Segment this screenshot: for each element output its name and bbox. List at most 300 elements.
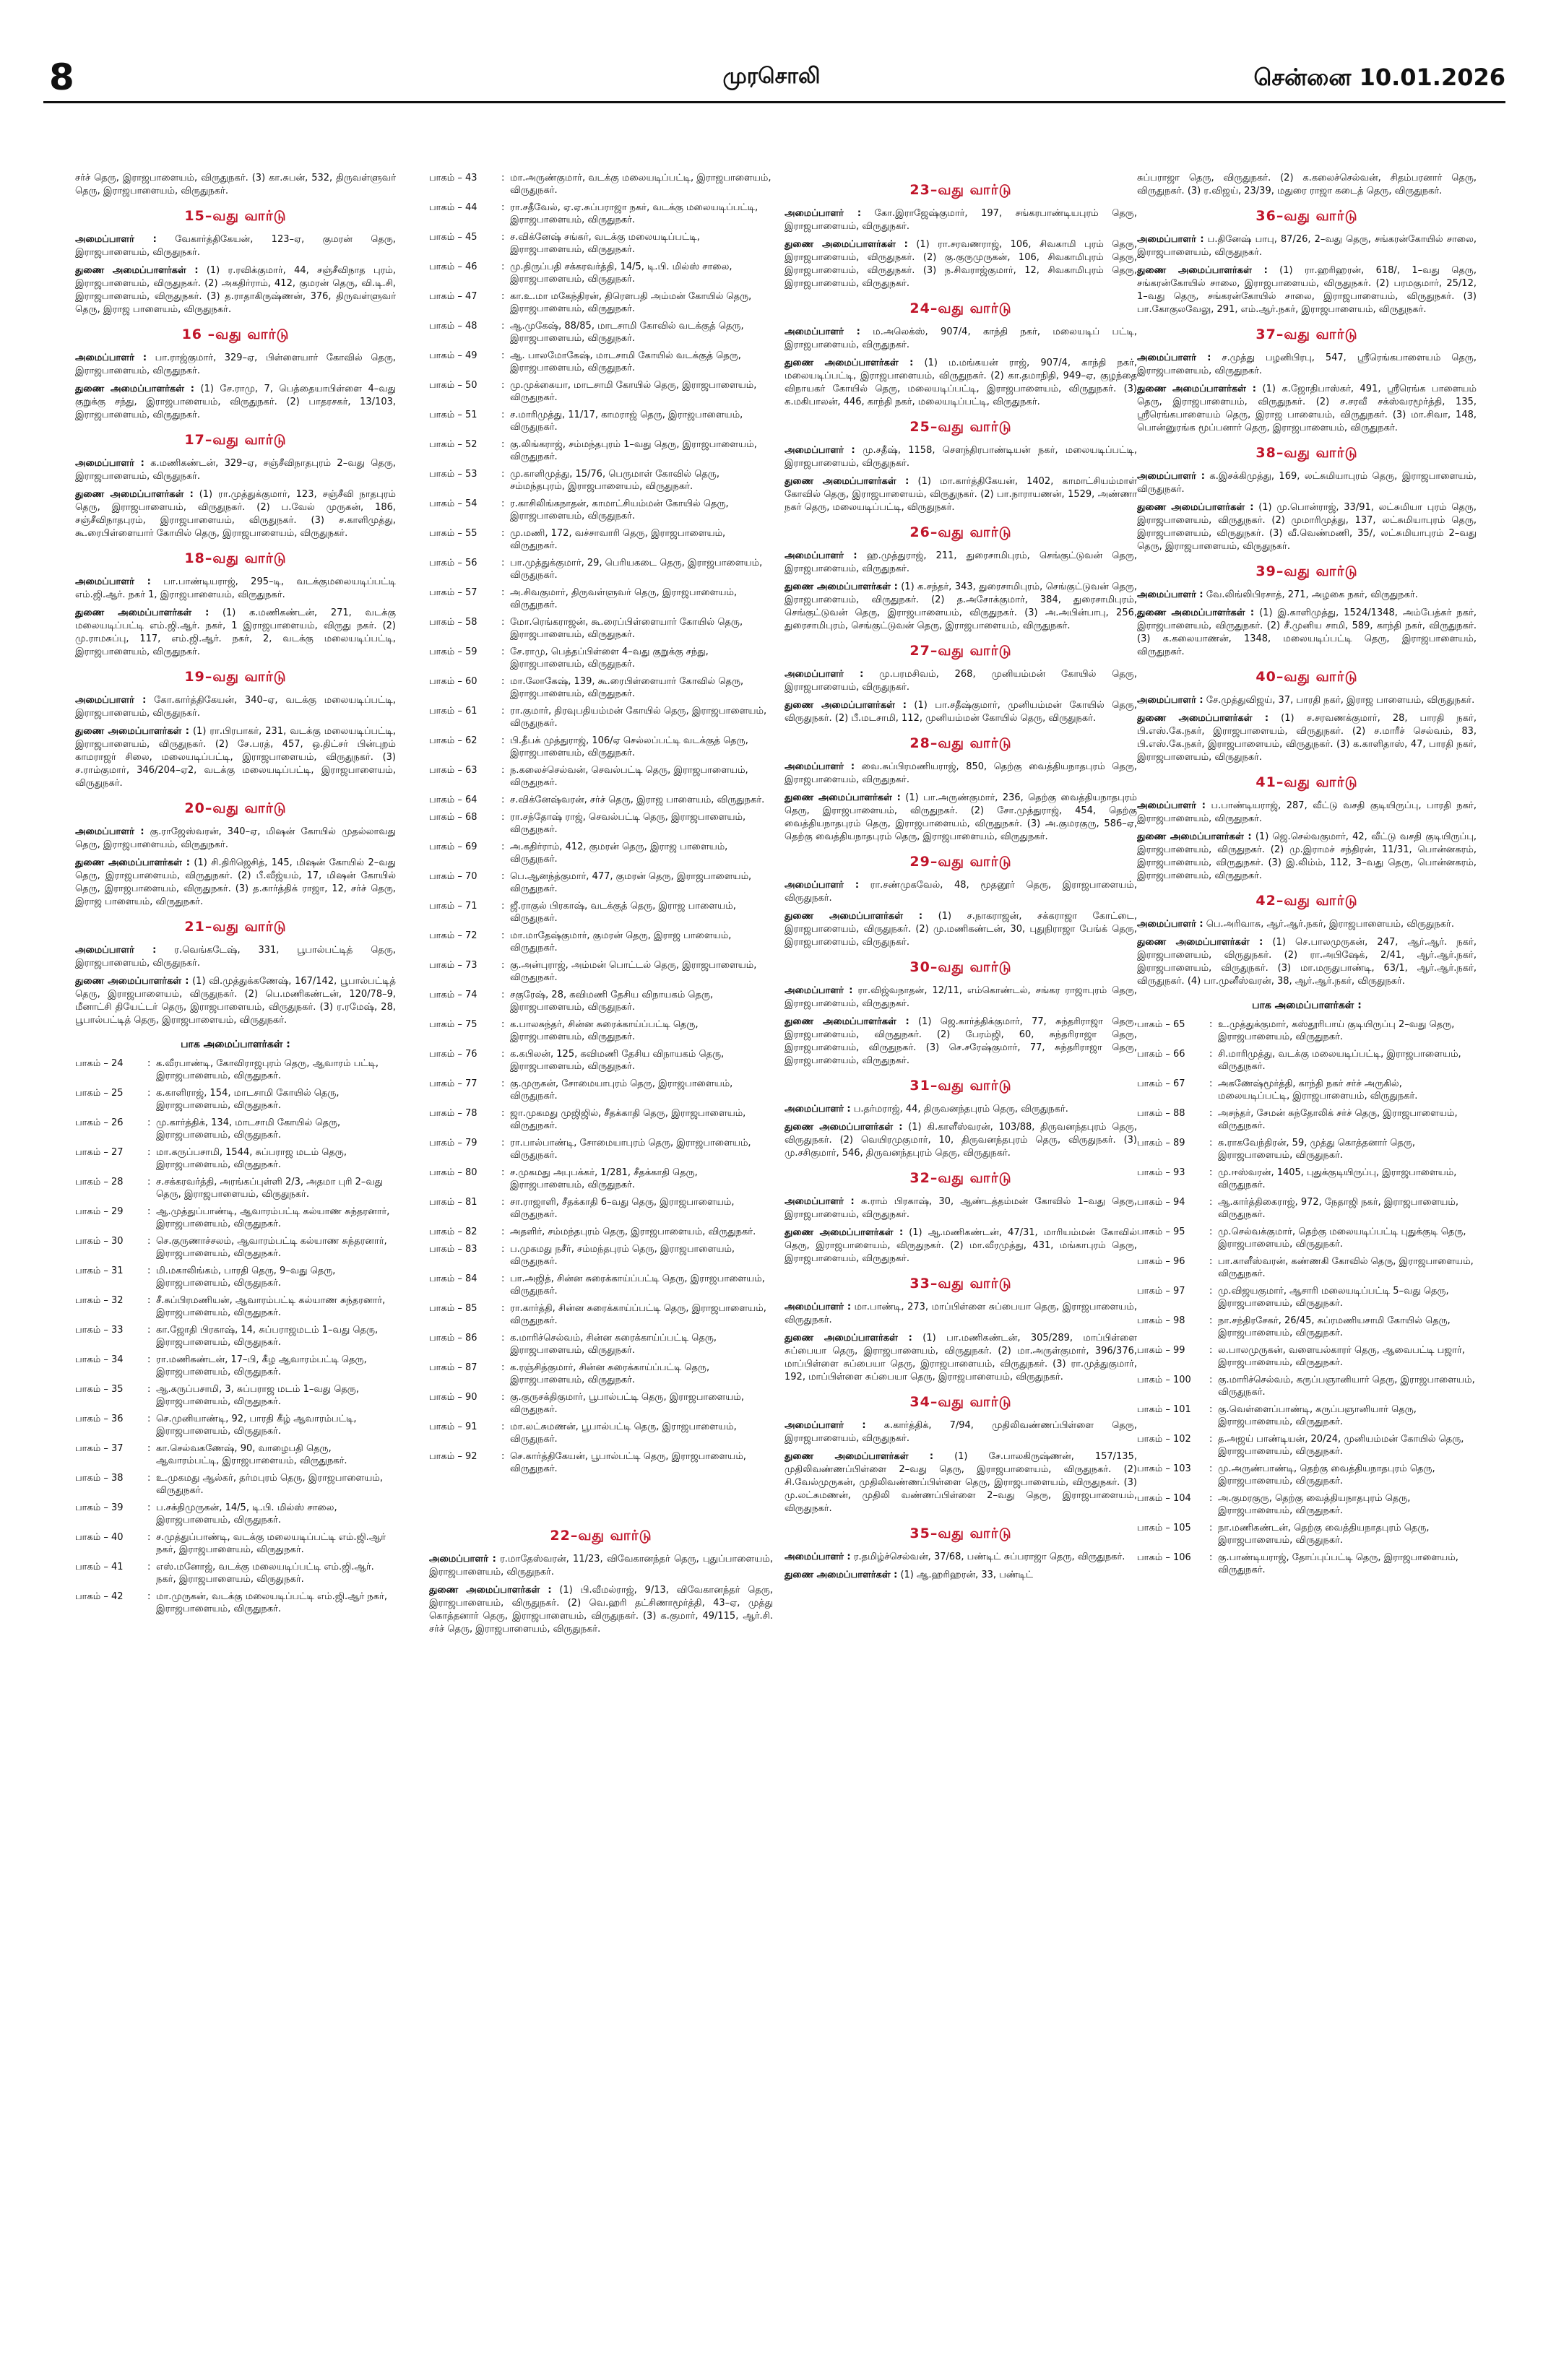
booth-colon: : bbox=[147, 1206, 151, 1217]
deputy-entry bbox=[75, 488, 396, 540]
deputy-label: துணை அமைப்பாளர்கள் : bbox=[785, 1451, 934, 1462]
booth-colon: : bbox=[147, 1265, 151, 1276]
organizer-entry bbox=[1137, 589, 1477, 602]
booth-entry: கு.வெள்ளைப்பாண்டி, கருப்பஞானியார் தெரு, இராஜபாளையம், விருதுநகர். bbox=[1218, 1404, 1417, 1427]
organizer-text: ம.அலெக்ஸ், 907/4, காந்தி நகர், மலையடிப் பட்டி, இராஜபாளையம், விருதுநகர். bbox=[785, 326, 1137, 350]
booth-entry: மு.கார்த்திக், 134, மாடசாமி கோயில் தெரு, இராஜபாளையம், விருதுநகர். bbox=[156, 1117, 341, 1141]
booth-entry: மு.விஜயகுமார், ஆசாரி மலையடிப்பட்டி 5–வது தெரு, இராஜபாளையம், விருதுநகர். bbox=[1218, 1286, 1449, 1309]
booth-entry: பா.முத்துக்குமார், 29, பெரியகடை தெரு, இராஜபாளையம், விருதுநகர். bbox=[510, 558, 763, 581]
booth-entry: சகுரேஷ், 28, கவிமணி தேசிய விநாயகம் தெரு, இராஜபாளையம், விருதுநகர். bbox=[510, 990, 714, 1013]
booth-colon: : bbox=[1209, 1108, 1213, 1119]
booth-entry: கு.குருசக்திகுமார், பூபால்பட்டி தெரு, இராஜபாளையம், விருதுநகர். bbox=[510, 1392, 744, 1415]
booth-number: பாகம் – 97 bbox=[1137, 1286, 1185, 1297]
booth-colon: : bbox=[501, 735, 505, 746]
booth-colon: : bbox=[501, 469, 505, 480]
booth-colon: : bbox=[1209, 1552, 1213, 1563]
deputy-entry bbox=[1137, 264, 1477, 316]
booth-colon: : bbox=[147, 1147, 151, 1158]
booth-colon: : bbox=[1209, 1434, 1213, 1445]
booth-entry: பா.அஜித், சின்ன சுரைக்காய்ப்பட்டி தெரு, இராஜபாளையம், விருதுநகர். bbox=[510, 1273, 765, 1297]
booth-entry: கு.முருகன், சோமையாபுரம் தெரு, இராஜபாளையம், விருதுநகர். bbox=[510, 1078, 733, 1102]
deputy-label: துணை அமைப்பாளர்கள் : bbox=[785, 1333, 912, 1343]
deputy-entry bbox=[1137, 501, 1477, 553]
booth-colon: : bbox=[501, 1392, 505, 1403]
booth-row bbox=[429, 1273, 773, 1297]
booth-row bbox=[429, 959, 773, 984]
organizer-text: சே.முத்துவிஜய், 37, பாரதி நகர், இராஜ பாளையம், விருதுநகர். bbox=[1206, 695, 1475, 706]
deputy-entry bbox=[75, 725, 396, 790]
column-2 bbox=[429, 172, 773, 2368]
ward-heading: 24–வது வார்டு bbox=[909, 300, 1012, 316]
booth-number: பாகம் – 73 bbox=[429, 960, 477, 971]
deputy-text: (1) க.சந்தர், 343, துரைசாமிபுரம், செங்குட்டுவன் தெரு, இராஜபாளையம், விருதுநகர். (2) த.அசோக்குமார், 384, துரைசாமிபுரம், செங்குட்டுவன் தெரு, இராஜபாளையம், விருதுநகர். (3) அ.அபின்பாபு, 256, துரைசாமிபுரம், செங்குட்டுவன் தெரு, இராஜபாளையம், விருதுநகர். bbox=[785, 581, 1137, 631]
booth-colon: : bbox=[501, 960, 505, 971]
booth-colon: : bbox=[501, 1273, 505, 1284]
deputy-text: (1) சி.திரிஜெசித், 145, மிஷன் கோயில் 2–வது தெரு, இராஜபாளையம், விருதுநகர். (2) பீ.வீஜ்யம், 17, மிஷன் கோயில் தெரு, இராஜபாளையம், விருதுநகர். (3) த.கார்த்திக் ராஜா, 12, சர்ச் தெரு, இராஜ பாளையம், விருதுநகர். bbox=[75, 857, 396, 907]
booth-entry: ரா.குமார், திரவுபதியம்மன் கோயில் தெரு, இராஜபாளையம், விருதுநகர். bbox=[510, 706, 767, 729]
booth-number: பாகம் – 76 bbox=[429, 1049, 477, 1060]
booth-heading: பாக அமைப்பாளர்கள் : bbox=[181, 1039, 290, 1050]
organizer-text: க.இசக்கிமுத்து, 169, லட்சுமியாபுரம் தெரு, இராஜபாளையம், விருதுநகர். bbox=[1137, 471, 1477, 495]
organizer-label: அமைப்பாளர் : bbox=[1137, 471, 1205, 482]
booth-row bbox=[1137, 1492, 1477, 1517]
booth-entry: மா.அருண்குமார், வடக்கு மலையடிப்பட்டி, இராஜபாளையம், விருதுநகர். bbox=[510, 173, 772, 196]
booth-number: பாகம் – 98 bbox=[1137, 1315, 1185, 1326]
deputy-label: துணை அமைப்பாளர்கள் : bbox=[785, 1122, 903, 1133]
deputy-text: (1) க.மணிகண்டன், 271, வடக்கு மலையடிப்பட்டி எம்.ஜி.ஆர். நகர், 1 இராஜபாளையம், விருது நகர். (2) மு.ராமசுப்பு, 117, எம்.ஜி.ஆர். நகர், 2, வடக்கு மலையடிப்பட்டி, இராஜபாளையம், விருதுநகர். bbox=[75, 607, 396, 657]
booth-number: பாகம் – 37 bbox=[75, 1443, 124, 1454]
organizer-entry bbox=[785, 550, 1137, 576]
continued-text: சர்ச் தெரு, இராஜபாளையம், விருதுநகர். (3) கா.சுபன், 532, திருவள்ளுவர் தெரு, இராஜபாளையம், விருதுநகர். bbox=[75, 173, 396, 196]
booth-entry: மு.முக்கையா, மாடசாமி கோயில் தெரு, இராஜபாளையம், விருதுநகர். bbox=[510, 380, 757, 403]
organizer-label: அமைப்பாளர் : bbox=[785, 669, 864, 680]
booth-row bbox=[429, 870, 773, 895]
booth-colon: : bbox=[147, 1058, 151, 1069]
booth-entry: க.வீரபாண்டி, கோவிராஜபுரம் தெரு, ஆவாரம் பட்டி, இராஜபாளையம், விருதுநகர். bbox=[156, 1058, 379, 1081]
deputy-label: துணை அமைப்பாளர்கள் : bbox=[785, 476, 909, 487]
booth-number: பாகம் – 105 bbox=[1137, 1523, 1191, 1533]
booth-colon: : bbox=[501, 930, 505, 941]
booth-row bbox=[75, 1265, 396, 1289]
booth-row bbox=[429, 1243, 773, 1268]
booth-row bbox=[429, 350, 773, 374]
deputy-entry bbox=[785, 475, 1137, 514]
booth-number: பாகம் – 32 bbox=[75, 1295, 124, 1306]
deputy-label: துணை அமைப்பாளர்கள் : bbox=[785, 358, 914, 368]
booth-row bbox=[75, 1294, 396, 1319]
booth-colon: : bbox=[501, 321, 505, 332]
booth-colon: : bbox=[147, 1473, 151, 1484]
deputy-label: துணை அமைப்பாளர்கள் : bbox=[785, 1570, 898, 1580]
booth-number: பாகம் – 33 bbox=[75, 1325, 124, 1336]
booth-row bbox=[429, 1048, 773, 1073]
booth-entry: நா.மணிகண்டன், தெற்கு வைத்தியநாதபுரம் தெரு, இராஜபாளையம், விருதுநகர். bbox=[1218, 1523, 1430, 1546]
deputy-label: துணை அமைப்பாளர்கள் : bbox=[785, 239, 908, 250]
booth-row bbox=[429, 1421, 773, 1445]
deputy-entry bbox=[75, 264, 396, 316]
booth-colon: : bbox=[501, 558, 505, 568]
organizer-label: அமைப்பாளர் : bbox=[1137, 234, 1204, 245]
booth-entry: சே.ராமு, பெத்தப்பிள்ளை 4–வது குறுக்கு சந்து, இராஜபாளையம், விருதுநகர். bbox=[510, 646, 709, 670]
booth-colon: : bbox=[501, 202, 505, 213]
booth-colon: : bbox=[147, 1088, 151, 1099]
booth-entry: மு.திருப்பதி சக்கரவர்த்தி, 14/5, டி.பி. மில்ஸ் சாலை, இராஜபாளையம், விருதுநகர். bbox=[510, 261, 732, 285]
booth-entry: கு.லிங்கராஜ், சம்மந்தபுரம் 1–வது தெரு, இராஜபாளையம், விருதுநகர். bbox=[510, 439, 757, 462]
booth-number: பாகம் – 83 bbox=[429, 1244, 477, 1255]
organizer-label: அமைப்பாளர் : bbox=[1137, 352, 1211, 363]
organizer-text: சு.ராம் பிரகாஷ், 30, ஆண்டத்தம்மன் கோவில் 1–வது தெரு, இராஜபாளையம், விருதுநகர். bbox=[785, 1196, 1137, 1220]
booth-entry: செ.முனியாண்டி, 92, பாரதி கீழ் ஆவாரம்பட்டி, இராஜபாளையம், விருதுநகர். bbox=[156, 1414, 357, 1437]
booth-entry: பெ.ஆனந்த்குமார், 477, குமரன் தெரு, இராஜபாளையம், விருதுநகர். bbox=[510, 871, 752, 894]
booth-entry: ல.பாலமுருகன், வளையல்காரர் தெரு, ஆவைபட்டி பஜார், இராஜபாளையம், விருதுநகர். bbox=[1218, 1345, 1465, 1368]
deputy-text: (1) ஆ.ஹரிஹரன், 33, பண்டிட் bbox=[900, 1570, 1034, 1580]
booth-row bbox=[1137, 1226, 1477, 1250]
deputy-text: (1) கி.காளீஸ்வரன், 103/88, திருவனந்தபுரம் தெரு, விருதுநகர். (2) வெயிரமுகுமார், 10, திருவனந்தபுரம் தெரு, விருதுநகர். (3) மு.சசிகுமார், 546, திருவனந்தபுரம் தெரு, விருதுநகர். bbox=[785, 1122, 1137, 1159]
booth-number: பாகம் – 85 bbox=[429, 1303, 477, 1314]
booth-colon: : bbox=[1209, 1226, 1213, 1237]
booth-row bbox=[1137, 1374, 1477, 1398]
organizer-entry bbox=[75, 457, 396, 483]
booth-number: பாகம் – 69 bbox=[429, 841, 477, 852]
booth-entry: ஜா.முகமது முஜிஜில், சீதக்காதி தெரு, இராஜபாளையம், விருதுநகர். bbox=[510, 1108, 746, 1131]
deputy-label: துணை அமைப்பாளர்கள் : bbox=[75, 265, 199, 276]
booth-number: பாகம் – 27 bbox=[75, 1147, 124, 1158]
booth-row bbox=[429, 989, 773, 1013]
booth-colon: : bbox=[501, 646, 505, 657]
ward-heading: 29–வது வார்டு bbox=[909, 854, 1012, 870]
deputy-label: துணை அமைப்பாளர்கள் : bbox=[429, 1585, 552, 1596]
continued-text: சுப்பராஜா தெரு, விருதுநகர். (2) க.கலைச்செல்வன், சிதம்பரனார் தெரு, விருதுநகர். (3) ர.விஜய், 23/39, மதுரை ராஜா கடைத் தெரு, விருதுநகர். bbox=[1137, 173, 1477, 196]
booth-entry: மு.செல்வக்குமார், தெற்கு மலையடிப்பட்டி புதுக்குடி தெரு, இராஜபாளையம், விருதுநகர். bbox=[1218, 1226, 1466, 1250]
booth-entry: பி.தீபக் முத்துராஜ், 106/ஏ செல்லப்பட்டி வடக்குத் தெரு, இராஜபாளையம், விருதுநகர். bbox=[510, 735, 748, 758]
booth-colon: : bbox=[147, 1443, 151, 1454]
booth-entry: ச.விக்னேஷ் சங்கர், வடக்கு மலையடிப்பட்டி, இராஜபாளையம், விருதுநகர். bbox=[510, 232, 700, 255]
booth-number: பாகம் – 100 bbox=[1137, 1375, 1191, 1385]
ward-heading: 42–வது வார்டு bbox=[1255, 893, 1358, 909]
deputy-label: துணை அமைப்பாளர்கள் : bbox=[1137, 937, 1263, 948]
booth-row bbox=[75, 1472, 396, 1497]
booth-row bbox=[75, 1206, 396, 1230]
booth-colon: : bbox=[501, 1226, 505, 1237]
booth-row bbox=[429, 409, 773, 433]
column-3 bbox=[785, 172, 1137, 2368]
booth-number: பாகம் – 60 bbox=[429, 676, 477, 687]
booth-number: பாகம் – 34 bbox=[75, 1354, 124, 1365]
booth-colon: : bbox=[501, 1019, 505, 1030]
page-number: 8 bbox=[49, 56, 74, 98]
booth-row bbox=[429, 1137, 773, 1161]
deputy-entry bbox=[1137, 712, 1477, 764]
organizer-entry bbox=[75, 233, 396, 259]
ward-heading: 21–வது வார்டு bbox=[184, 919, 287, 935]
booth-entry: ச.முகமது அபுபக்கர், 1/281, சீதக்காதி தெரு, இராஜபாளையம், விருதுநகர். bbox=[510, 1167, 698, 1190]
booth-entry: அ.சிவகுமார், திருவள்ளுவர் தெரு, இராஜபாளையம், விருதுநகர். bbox=[510, 587, 738, 610]
organizer-label: அமைப்பாளர் : bbox=[429, 1554, 496, 1565]
organizer-label: அமைப்பாளர் : bbox=[785, 326, 860, 337]
booth-entry: மா.மாதேஷ்குமார், குமரன் தெரு, இராஜ பாளையம், விருதுநகர். bbox=[510, 930, 732, 953]
booth-row bbox=[429, 675, 773, 700]
booth-row bbox=[429, 735, 773, 759]
booth-colon: : bbox=[1209, 1138, 1213, 1148]
booth-number: பாகம் – 61 bbox=[429, 706, 477, 717]
booth-row bbox=[429, 1107, 773, 1132]
booth-number: பாகம் – 106 bbox=[1137, 1552, 1191, 1563]
booth-number: பாகம் – 87 bbox=[429, 1362, 477, 1373]
organizer-text: க.மணிகண்டன், 329–ஏ, சஞ்சீவிநாதபுரம் 2–வது தெரு, இராஜபாளையம், விருதுநகர். bbox=[75, 458, 396, 482]
booth-entry: த.அஜய் பாண்டியன், 20/24, முனியம்மன் கோயில் தெரு, இராஜபாளையம், விருதுநகர். bbox=[1218, 1434, 1464, 1457]
organizer-entry bbox=[785, 326, 1137, 352]
organizer-text: வை.சுப்பிரமணியராஜ், 850, தெற்கு வைத்தியநாதபுரம் தெரு, இராஜபாளையம், விருதுநகர். bbox=[785, 761, 1137, 785]
booth-entry: மோ.ரெங்கராஜன், கூ.ரைப்பிள்ளையார் கோயில் தெரு, இராஜபாளையம், விருதுநகர். bbox=[510, 617, 743, 640]
ward-heading: 31–வது வார்டு bbox=[909, 1078, 1012, 1094]
booth-number: பாகம் – 31 bbox=[75, 1265, 124, 1276]
booth-row bbox=[429, 498, 773, 522]
deputy-text: (1) செ.பாலமுருகன், 247, ஆர்.ஆர். நகர், இராஜபாளையம், விருதுநகர். (2) ரா.அபிஷேக், 2/41, ஆர்.ஆர்.நகர், இராஜபாளையம், விருதுநகர். (3) மா.மருதுபாண்டி, 63/1, ஆர்.ஆர்.நகர், விருதுநகர். (4) பா.முனீஸ்வரன், 38, ஆர்.ஆர்.நகர், விருதுநகர். bbox=[1137, 937, 1477, 987]
organizer-text: ப.தர்மராஜ், 44, திருவனந்தபுரம் தெரு, விருதுநகர். bbox=[853, 1104, 1068, 1115]
organizer-label: அமைப்பாளர் : bbox=[785, 1196, 855, 1207]
booth-number: பாகம் – 71 bbox=[429, 901, 477, 912]
booth-entry: ப.முகமது நசீர், சம்மந்தபுரம் தெரு, இராஜபாளையம், விருதுநகர். bbox=[510, 1244, 735, 1267]
booth-colon: : bbox=[1209, 1286, 1213, 1297]
booth-row bbox=[75, 1117, 396, 1141]
booth-number: பாகம் – 39 bbox=[75, 1502, 124, 1513]
organizer-entry bbox=[785, 1103, 1137, 1116]
booth-number: பாகம் – 72 bbox=[429, 930, 477, 941]
deputy-label: துணை அமைப்பாளர்கள் : bbox=[1137, 607, 1255, 618]
booth-colon: : bbox=[1209, 1375, 1213, 1385]
booth-entry: மி.மகாலிங்கம், பாரதி தெரு, 9–வது தெரு, இராஜபாளையம், விருதுநகர். bbox=[156, 1265, 336, 1289]
booth-colon: : bbox=[1209, 1345, 1213, 1356]
deputy-entry bbox=[785, 1226, 1137, 1265]
organizer-label: அமைப்பாளர் : bbox=[75, 945, 157, 956]
booth-entry: மா.முருகன், வடக்கு மலையடிப்பட்டி எம்.ஜி.ஆர் நகர், இராஜபாளையம், விருதுநகர். bbox=[156, 1591, 388, 1614]
deputy-entry bbox=[1137, 936, 1477, 988]
booth-row bbox=[1137, 1078, 1477, 1102]
deputy-entry bbox=[1137, 607, 1477, 659]
organizer-entry bbox=[785, 444, 1137, 470]
booth-number: பாகம் – 94 bbox=[1137, 1197, 1185, 1208]
booth-colon: : bbox=[147, 1502, 151, 1513]
deputy-entry bbox=[785, 1121, 1137, 1160]
booth-colon: : bbox=[501, 1451, 505, 1462]
organizer-entry bbox=[1137, 352, 1477, 378]
deputy-text: (1) ஆ.மணிகண்டன், 47/31, மாரியம்மன் கோவில் தெரு, இராஜபாளையம், விருதுநகர். (2) மா.வீரமுத்து, 431, மங்காபுரம் தெரு, இராஜபாளையம், விருதுநகர். bbox=[785, 1227, 1137, 1264]
booth-colon: : bbox=[501, 676, 505, 687]
organizer-label: அமைப்பாளர் : bbox=[75, 352, 147, 363]
booth-colon: : bbox=[501, 901, 505, 912]
organizer-entry bbox=[785, 1419, 1137, 1445]
organizer-label: அமைப்பாளர் : bbox=[785, 445, 855, 456]
booth-entry: ரா.சதீவேல், ஏ.ஏ.சுப்பராஜா நகர், வடக்கு மலையடிப்பட்டி, இராஜபாளையம், விருதுநகர். bbox=[510, 202, 758, 225]
organizer-text: பா.பாண்டியராஜ், 295–டி, வடக்குமலையடிப்பட்டி எம்.ஜி.ஆர். நகர் 1, இராஜபாளையம், விருதுநகர். bbox=[75, 576, 396, 600]
deputy-entry bbox=[785, 1332, 1137, 1384]
organizer-label: அமைப்பாளர் : bbox=[1137, 589, 1203, 600]
organizer-label: அமைப்பாளர் : bbox=[1137, 919, 1203, 930]
booth-number: பாகம் – 45 bbox=[429, 232, 477, 243]
booth-entry: அ.குமரகுரு, தெற்கு வைத்தியநாதபுரம் தெரு, இராஜபாளையம், விருதுநகர். bbox=[1218, 1493, 1411, 1516]
booth-colon: : bbox=[1209, 1315, 1213, 1326]
booth-row bbox=[429, 231, 773, 256]
deputy-entry bbox=[75, 857, 396, 909]
booth-list bbox=[75, 1057, 396, 1615]
booth-row bbox=[429, 646, 773, 670]
organizer-entry bbox=[75, 944, 396, 970]
deputy-text: (1) சே.ராமு, 7, பெத்தையாபிள்ளை 4–வது குறுக்கு சந்து, இராஜபாளையம், விருதுநகர். (2) பாதரசகர், 13/103, இராஜபாளையம், விருதுநகர். bbox=[75, 384, 396, 420]
booth-colon: : bbox=[501, 528, 505, 539]
booth-colon: : bbox=[501, 498, 505, 509]
booth-colon: : bbox=[147, 1354, 151, 1365]
deputy-label: துணை அமைப்பாளர்கள் : bbox=[75, 384, 194, 394]
booth-entry: ஆ. பாலமோகேஷ், மாடசாமி கோயில் வடக்குத் தெரு, இராஜபாளையம், விருதுநகர். bbox=[510, 350, 741, 373]
booth-entry: ரா.மணிகண்டன், 17–பி, கீழ ஆவாரம்பட்டி தெரு, இராஜபாளையம், விருதுநகர். bbox=[156, 1354, 367, 1377]
booth-row bbox=[429, 1196, 773, 1221]
booth-number: பாகம் – 30 bbox=[75, 1236, 124, 1247]
ward-heading: 26–வது வார்டு bbox=[909, 524, 1012, 540]
organizer-label: அமைப்பாளர் : bbox=[785, 880, 860, 891]
deputy-label: துணை அமைப்பாளர்கள் : bbox=[785, 792, 901, 803]
deputy-label: துணை அமைப்பாளர்கள் : bbox=[75, 857, 190, 868]
booth-number: பாகம் – 43 bbox=[429, 173, 477, 183]
booth-number: பாகம் – 50 bbox=[429, 380, 477, 391]
booth-row bbox=[75, 1531, 396, 1556]
booth-number: பாகம் – 80 bbox=[429, 1167, 477, 1178]
booth-number: பாகம் – 91 bbox=[429, 1421, 477, 1432]
organizer-text: ர.வெங்கடேஷ், 331, பூபால்பட்டித் தெரு, இராஜபாளையம், விருதுநகர். bbox=[75, 945, 396, 969]
organizer-text: ப.தினேஷ் பாபு, 87/26, 2–வது தெரு, சங்கரன்கோயில் சாலை, இராஜபாளையம், விருதுநகர். bbox=[1137, 234, 1477, 258]
booth-number: பாகம் – 42 bbox=[75, 1591, 124, 1602]
booth-list bbox=[429, 172, 773, 1475]
booth-number: பாகம் – 78 bbox=[429, 1108, 477, 1119]
organizer-label: அமைப்பாளர் : bbox=[75, 234, 157, 245]
booth-number: பாகம் – 70 bbox=[429, 871, 477, 882]
booth-entry: ரா.சந்தோஷ் ராஜ், செவல்பட்டி தெரு, இராஜபாளையம், விருதுநகர். bbox=[510, 812, 746, 835]
ward-heading: 40–வது வார்டு bbox=[1255, 669, 1358, 685]
organizer-text: ச.முத்து பழனிபிரபு, 547, ஸ்ரீரெங்கபாளையம் தெரு, இராஜபாளையம், விருதுநகர். bbox=[1137, 352, 1477, 376]
booth-entry: எஸ்.மனோஜ், வடக்கு மலையடிப்பட்டி எம்.ஜி.ஆர். நகர், இராஜபாளையம், விருதுநகர். bbox=[156, 1562, 374, 1585]
booth-entry: மா.லோகேஷ், 139, கூ.ரைபிள்ளையார் கோவில் தெரு, இராஜபாளையம், விருதுநகர். bbox=[510, 676, 744, 699]
booth-row bbox=[429, 900, 773, 925]
booth-entry: செ.குருணாச்சலம், ஆவாரம்பட்டி கல்யாண சுந்தரனார், இராஜபாளையம், விருதுநகர். bbox=[156, 1236, 387, 1259]
booth-number: பாகம் – 74 bbox=[429, 990, 477, 1000]
booth-row bbox=[429, 1167, 773, 1191]
organizer-entry bbox=[785, 985, 1137, 1011]
booth-row bbox=[429, 438, 773, 463]
booth-row bbox=[429, 202, 773, 226]
organizer-text: வே.லிங்லிபிரசாத், 271, அழகை நகர், விருதுநகர். bbox=[1206, 589, 1418, 600]
ward-heading: 34–வது வார்டு bbox=[909, 1394, 1012, 1410]
booth-colon: : bbox=[501, 1167, 505, 1178]
booth-row bbox=[75, 1383, 396, 1408]
ward-heading: 20–வது வார்டு bbox=[184, 800, 287, 816]
booth-number: பாகம் – 90 bbox=[429, 1392, 477, 1403]
booth-row bbox=[75, 1561, 396, 1585]
booth-colon: : bbox=[501, 1362, 505, 1373]
booth-number: பாகம் – 88 bbox=[1137, 1108, 1185, 1119]
organizer-text: ப.பாண்டியராஜ், 287, வீட்டு வசதி குடியிருப்பு, பாரதி நகர், இராஜபாளையம், விருதுநகர். bbox=[1137, 800, 1477, 824]
booth-number: பாகம் – 53 bbox=[429, 469, 477, 480]
ward-heading: 25–வது வார்டு bbox=[909, 419, 1012, 435]
booth-row bbox=[429, 1302, 773, 1327]
newspaper-name: முரசொலி bbox=[722, 64, 821, 89]
deputy-entry bbox=[785, 1016, 1137, 1068]
booth-entry: ச.மாரிமுத்து, 11/17, காமராஜ் தெரு, இராஜபாளையம், விருதுநகர். bbox=[510, 410, 743, 433]
ward-heading: 38–வது வார்டு bbox=[1255, 445, 1358, 461]
booth-number: பாகம் – 48 bbox=[429, 321, 477, 332]
booth-row bbox=[1137, 1107, 1477, 1132]
deputy-text: (1) மா.கார்த்திகேயன், 1402, காமாட்சியம்மாள் கோவில் தெரு, இராஜபாளையம், விருதுநகர். (2) பா.நாராயணன், 1529, அண்ணா நகர் தெரு, மலையடிப்பட்டி, விருதுநகர். bbox=[785, 476, 1137, 513]
organizer-entry bbox=[429, 1553, 773, 1579]
place-date: சென்னை 10.01.2026 bbox=[1253, 64, 1505, 91]
booth-colon: : bbox=[147, 1562, 151, 1572]
booth-entry: அ.கதிர்ராம், 412, குமரன் தெரு, இராஜ பாளையம், விருதுநகர். bbox=[510, 841, 728, 865]
deputy-entry bbox=[1137, 383, 1477, 435]
page-header bbox=[0, 0, 1543, 101]
booth-entry: சா.ராஜாளி, சீதக்காதி 6–வது தெரு, இராஜபாளையம், விருதுநகர். bbox=[510, 1197, 735, 1220]
deputy-text: (1) ச.நாகராஜன், சக்கராஜா கோட்டை, இராஜபாளையம், விருதுநகர். (2) மு.மணிகண்டன், 30, புதுநிராஜா பேங்க் தெரு, இராஜபாளையம், விருதுநகர். bbox=[785, 911, 1137, 948]
deputy-text: (1) ஜெ.கார்த்திக்குமார், 77, சுந்தரிராஜா தெரு, இராஜபாளையம், விருதுநகர். (2) பேரம்ஜி, 60, சுந்தரிராஜா தெரு, இராஜபாளையம், விருதுநகர். (3) செ.சரேஷ்குமார், 77, சுந்தரிராஜா தெரு, இராஜபாளையம், விருதுநகர். bbox=[785, 1016, 1137, 1066]
booth-row bbox=[75, 1442, 396, 1467]
booth-number: பாகம் – 36 bbox=[75, 1414, 124, 1424]
booth-entry: க.மாரிச்செல்வம், சின்ன சுரைக்காய்ப்பட்டி தெரு, இராஜபாளையம், விருதுநகர். bbox=[510, 1333, 717, 1356]
booth-colon: : bbox=[147, 1117, 151, 1128]
organizer-label: அமைப்பாளர் : bbox=[785, 550, 857, 561]
deputy-label: துணை அமைப்பாளர்கள் : bbox=[1137, 831, 1252, 842]
booth-row bbox=[429, 811, 773, 836]
booth-number: பாகம் – 104 bbox=[1137, 1493, 1191, 1504]
deputy-text: (1) ச.சரவணக்குமார், 28, பாரதி நகர், பி.எஸ்.கே.நகர், இராஜபாளையம், விருதுநகர். (2) ச.மாரீச் செல்வம், 83, பி.எஸ்.கே.நகர், இராஜபாளையம், விருதுநகர். (3) க.காளிதாஸ், 47, பாரதி நகர், இராஜபாளையம், விருதுநகர். bbox=[1137, 713, 1477, 763]
booth-row bbox=[429, 1078, 773, 1102]
ward-heading: 39–வது வார்டு bbox=[1255, 563, 1358, 579]
booth-colon: : bbox=[1209, 1404, 1213, 1415]
booth-number: பாகம் – 64 bbox=[429, 795, 477, 805]
booth-row bbox=[1137, 1522, 1477, 1546]
booth-number: பாகம் – 25 bbox=[75, 1088, 124, 1099]
booth-entry: ஜீ.ராகுல் பிரகாஷ், வடக்குத் தெரு, இராஜ பாளையம், விருதுநகர். bbox=[510, 901, 736, 924]
booth-number: பாகம் – 92 bbox=[429, 1451, 477, 1462]
organizer-entry bbox=[785, 1301, 1137, 1327]
organizer-entry bbox=[785, 1195, 1137, 1221]
deputy-text: (1) பா.அருண்குமார், 236, தெற்கு வைத்தியநாதபுரம் தெரு, இராஜபாளையம், விருதுநகர். (2) சோ.முத்துராஜ், 454, தெற்கு வைத்தியநாதபுரம் தெரு, இராஜபாளையம், விருதுநகர். (3) அ.குமரகுரு, 586–ஏ, தெற்கு வைத்தியநாதபுரம் தெரு, இராஜபாளையம், விருதுநகர். bbox=[785, 792, 1137, 842]
booth-row bbox=[429, 172, 773, 196]
organizer-text: ஹ.முத்துராஜ், 211, துரைசாமிபுரம், செங்குட்டுவன் தெரு, இராஜபாளையம், விருதுநகர். bbox=[785, 550, 1137, 574]
booth-number: பாகம் – 77 bbox=[429, 1078, 477, 1089]
organizer-label: அமைப்பாளர் : bbox=[785, 1104, 851, 1115]
organizer-text: கோ.இராஜேஷ்குமார், 197, சங்கரபாண்டியபுரம் தெரு, இராஜபாளையம், விருதுநகர். bbox=[785, 208, 1137, 232]
booth-entry: மு.அருண்பாண்டி, தெற்கு வைத்தியநாதபுரம் தெரு, இராஜபாளையம், விருதுநகர். bbox=[1218, 1463, 1435, 1487]
deputy-text: (1) பி.வீமல்ராஜ், 9/13, விவேகானந்தர் தெரு, இராஜபாளையம், விருதுநகர். (2) வெ.ஹரி தட்சிணாமூர்த்தி, 43–ஏ, முத்து கொத்தனார் தெரு, இராஜபாளையம், விருதுநகர். (3) க.குமார், 49/115, ஆர்.சி. சர்ச் தெரு, இராஜபாளையம், விருதுநகர். bbox=[429, 1585, 773, 1635]
booth-number: பாகம் – 65 bbox=[1137, 1019, 1185, 1030]
ward-heading: 36–வது வார்டு bbox=[1255, 208, 1358, 224]
booth-entry: ச.விக்னேஷ்வரன், சர்ச் தெரு, இராஜ பாளையம், விருதுநகர். bbox=[510, 795, 765, 805]
booth-number: பாகம் – 82 bbox=[429, 1226, 477, 1237]
ward-heading: 30–வது வார்டு bbox=[909, 959, 1012, 975]
booth-entry: ஆ.கார்த்திகைராஜ், 972, நேதாஜி நகர், இராஜபாளையம், விருதுநகர். bbox=[1218, 1197, 1459, 1220]
organizer-label: அமைப்பாளர் : bbox=[1137, 695, 1203, 706]
ward-heading: 35–வது வார்டு bbox=[909, 1526, 1012, 1541]
booth-number: பாகம் – 75 bbox=[429, 1019, 477, 1030]
booth-number: பாகம் – 51 bbox=[429, 410, 477, 420]
booth-colon: : bbox=[501, 871, 505, 882]
deputy-text: (1) க.ஜோதிபாஸ்கர், 491, ஸ்ரீரெங்க பாளையம் தெரு, இராஜபாளையம், விருதுநகர். (2) ச.சரவீ சக்ஸ்வரமூர்த்தி, 135, ஸ்ரீரெங்கபாளையம் தெரு, இராஜ பாளையம், விருதுநகர். (3) மா.சிவா, 148, பொன்னுரங்க மூப்பனார் தெரு, இராஜபாளையம், விருதுநகர். bbox=[1137, 384, 1477, 433]
booth-colon: : bbox=[501, 1303, 505, 1314]
booth-row bbox=[429, 527, 773, 552]
booth-row bbox=[75, 1591, 396, 1615]
booth-number: பாகம் – 40 bbox=[75, 1532, 124, 1543]
organizer-entry bbox=[785, 879, 1137, 905]
booth-number: பாகம் – 84 bbox=[429, 1273, 477, 1284]
booth-row bbox=[75, 1354, 396, 1378]
organizer-label: அமைப்பாளர் : bbox=[75, 458, 144, 469]
